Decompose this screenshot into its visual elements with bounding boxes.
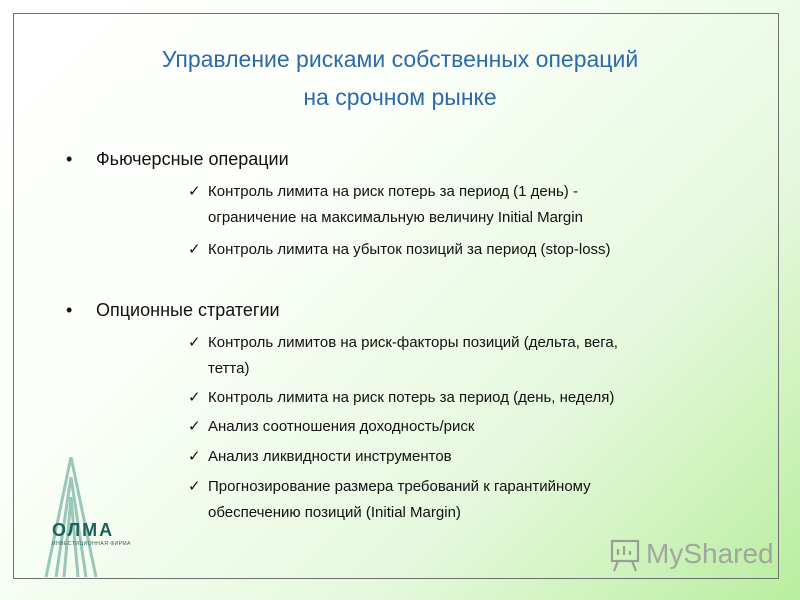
check-item [188, 414, 474, 440]
title-line-1: Управление рисками собственных операций [161, 46, 639, 72]
check-item [188, 385, 614, 411]
check-item-line: Прогнозирование размера требований к гарантийному [208, 478, 591, 495]
bullet-heading: Опционные стратегии [96, 300, 280, 320]
check-item-line: тетта) [208, 360, 250, 377]
check-item-line: обеспечению позиций (Initial Margin) [208, 504, 461, 521]
check-item-line: Анализ соотношения доходность/риск [208, 418, 475, 435]
olma-logo-icon [36, 452, 140, 582]
bullet-options [66, 300, 280, 321]
checkmark-icon: ✓ [188, 183, 201, 200]
bullet-dot: • [66, 149, 73, 169]
check-item-line: Контроль лимитов на риск-факторы позиций (дельта, вега, [208, 334, 618, 351]
bullet-dot: • [66, 300, 73, 320]
check-item-line: Контроль лимита на риск потерь за период (день, неделя) [208, 389, 615, 406]
checkmark-icon: ✓ [188, 241, 201, 258]
checkmark-icon: ✓ [188, 418, 201, 435]
title-line-2: на срочном рынке [303, 84, 497, 110]
logo-name: ОЛМА [52, 520, 115, 540]
checkmark-icon: ✓ [188, 478, 201, 495]
checkmark-icon: ✓ [188, 448, 201, 465]
checkmark-icon: ✓ [188, 389, 201, 406]
bullet-heading: Фьючерсные операции [96, 149, 289, 169]
check-item [188, 179, 583, 231]
check-item [188, 237, 611, 263]
slide-title [60, 40, 740, 116]
check-item-line: Контроль лимита на убыток позиций за период (stop-loss) [208, 241, 611, 258]
logo-subtitle: ИНВЕСТИЦИОННАЯ ФИРМА [52, 541, 131, 547]
check-item-line: ограничение на максимальную величину Initial Margin [208, 209, 583, 226]
watermark-text: MyShared [646, 538, 774, 569]
check-item-line: Анализ ликвидности инструментов [208, 448, 452, 465]
check-item [188, 330, 618, 382]
bullet-futures [66, 149, 289, 170]
checkmark-icon: ✓ [188, 334, 201, 351]
check-item [188, 444, 452, 470]
check-item [188, 474, 591, 526]
check-item-line: Контроль лимита на риск потерь за период (1 день) - [208, 183, 578, 200]
